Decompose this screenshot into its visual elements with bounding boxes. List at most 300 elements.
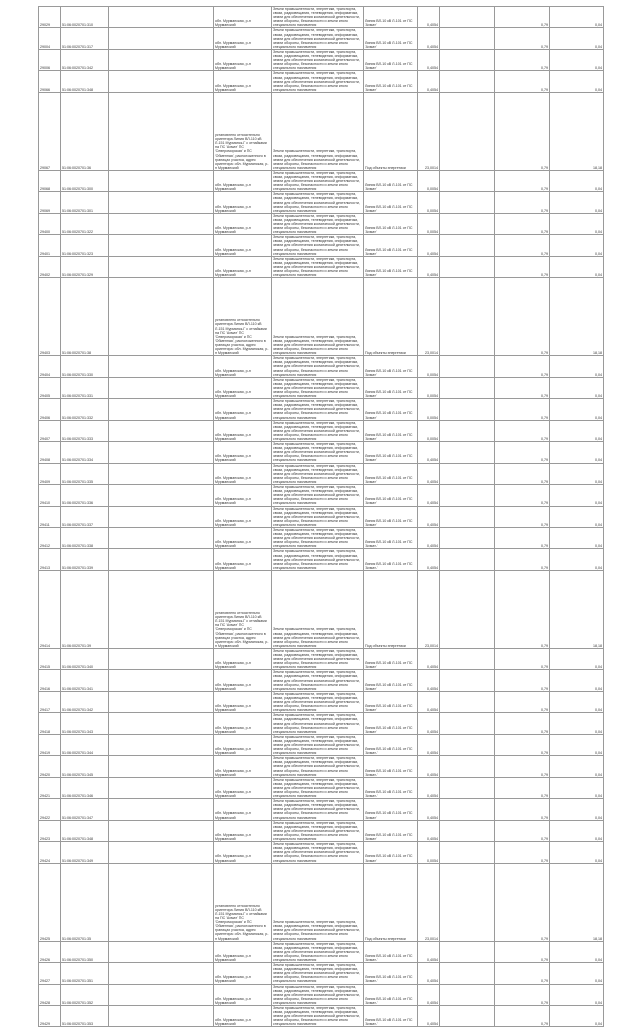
cadastral-number: 51:06:0020701:342 [61, 49, 109, 70]
empty-cell [440, 463, 495, 484]
empty-cell [440, 820, 495, 841]
address-cell: обл. Мурманская, р-н Мурманский [214, 71, 272, 92]
table-row [39, 691, 604, 712]
empty-cell [440, 527, 495, 548]
tax-rate-cell: 0,79 [495, 756, 550, 777]
address-cell: обл. Мурманская, р-н Мурманский [214, 691, 272, 712]
empty-cell [109, 713, 214, 734]
row-number: 29413 [39, 549, 61, 570]
cadastral-number: 51:06:0020701:336 [61, 485, 109, 506]
tax-rate-cell: 0,79 [495, 863, 550, 941]
permitted-use-cell: Линия ВЛ-10 кВ Л-101 от ПС 'Ахмат-' [364, 549, 418, 570]
empty-cell [109, 734, 214, 755]
tax-rate-cell: 0,79 [495, 7, 550, 28]
cadastral-number: 51:06:0020701:317 [61, 28, 109, 49]
land-category-cell: Земли промышленности, энергетики, транспорта, связи, радиовещания, телевидения, информатики, земли для обеспечения космической деятельности, земли обороны, безопасности и земли иного специального назначения [272, 963, 364, 984]
table-row [39, 256, 604, 277]
permitted-use-cell: Под объекты энергетики [364, 278, 418, 356]
empty-cell [440, 984, 495, 1005]
register-rows [39, 7, 604, 1027]
cadastral-number: 51:06:0020701:337 [61, 506, 109, 527]
permitted-use-cell: Линия ВЛ-10 кВ Л-101 от ПС 'Ахмат' [364, 799, 418, 820]
permitted-use-cell: Линия ВЛ-10 кВ Л-101 от ПС 'Ахмат' [364, 670, 418, 691]
area-cell: 0,4054 [418, 71, 440, 92]
cadastral-number: 51:06:0020701:345 [61, 756, 109, 777]
empty-cell [440, 506, 495, 527]
cadastral-number: 51:06:0020701:323 [61, 235, 109, 256]
area-cell: 0,4054 [418, 777, 440, 798]
land-category-cell: Земли промышленности, энергетики, транспорта, связи, радиовещания, телевидения, информатики, земли для обеспечения космической деятельности, земли обороны, безопасности и земли иного специального назначения [272, 463, 364, 484]
row-number: 29401 [39, 235, 61, 256]
cadastral-number: 51:06:0020701:339 [61, 549, 109, 570]
table-row [39, 71, 604, 92]
land-category-cell: Земли промышленности, энергетики, транспорта, связи, радиовещания, телевидения, информатики, земли для обеспечения космической деятельности, земли обороны, безопасности и земли иного специального назначения [272, 734, 364, 755]
empty-cell [109, 670, 214, 691]
tax-amount-cell: 0,04 [550, 963, 604, 984]
empty-cell [440, 691, 495, 712]
empty-cell [440, 648, 495, 669]
empty-cell [109, 777, 214, 798]
cadastral-number: 51:06:0020701:340 [61, 648, 109, 669]
empty-cell [109, 984, 214, 1005]
land-category-cell: Земли промышленности, энергетики, транспорта, связи, радиовещания, телевидения, информатики, земли для обеспечения космической деятельности, земли обороны, безопасности и земли иного специального назначения [272, 777, 364, 798]
area-cell: 0,4054 [418, 1006, 440, 1027]
tax-rate-cell: 0,79 [495, 1006, 550, 1027]
table-row [39, 356, 604, 377]
row-number: 29066 [39, 71, 61, 92]
land-category-cell: Земли промышленности, энергетики, транспорта, связи, радиовещания, телевидения, информатики, земли для обеспечения космической деятельности, земли обороны, безопасности и земли иного специального назначения [272, 842, 364, 863]
cadastral-number: 51:06:0020701:343 [61, 713, 109, 734]
row-number: 29421 [39, 777, 61, 798]
tax-rate-cell: 0,79 [495, 734, 550, 755]
empty-cell [440, 356, 495, 377]
address-cell: обл. Мурманская, р-н Мурманский [214, 7, 272, 28]
row-number: 29420 [39, 756, 61, 777]
tax-amount-cell: 0,04 [550, 842, 604, 863]
address-cell: установлено относительно ориентира Линия ВЛ-110 кВ Л-151 Мурманск-Г с отпайками на ПС 'Ахмат' ПС 'Североморская' и ПС 'Обменная', расположенного в границах участка, адрес ориентира: обл. Мурманская, р-н Мурманский [214, 92, 272, 170]
tax-rate-cell: 0,79 [495, 713, 550, 734]
area-cell: 0,0054 [418, 842, 440, 863]
area-cell: 0,4054 [418, 549, 440, 570]
cadastral-number: 51:06:0020701:348 [61, 71, 109, 92]
empty-cell [109, 1006, 214, 1027]
empty-cell [440, 1006, 495, 1027]
land-category-cell: Земли промышленности, энергетики, транспорта, связи, радиовещания, телевидения, информатики, земли для обеспечения космической деятельности, земли обороны, безопасности и земли иного специального назначения [272, 549, 364, 570]
tax-rate-cell: 0,79 [495, 399, 550, 420]
empty-cell [109, 420, 214, 441]
empty-cell [109, 92, 214, 170]
table-row [39, 842, 604, 863]
address-cell: обл. Мурманская, р-н Мурманский [214, 485, 272, 506]
address-cell: обл. Мурманская, р-н Мурманский [214, 984, 272, 1005]
empty-cell [440, 28, 495, 49]
land-category-cell: Земли промышленности, энергетики, транспорта, связи, радиовещания, телевидения, информатики, земли для обеспечения космической деятельности, земли обороны, безопасности и земли иного специального назначения [272, 984, 364, 1005]
empty-cell [440, 777, 495, 798]
empty-cell [440, 734, 495, 755]
area-cell: 0,4054 [418, 713, 440, 734]
row-number: 29428 [39, 984, 61, 1005]
area-cell: 0,4054 [418, 984, 440, 1005]
tax-amount-cell: 0,04 [550, 213, 604, 234]
cadastral-number: 51:06:0020701:333 [61, 420, 109, 441]
land-category-cell: Земли промышленности, энергетики, транспорта, связи, радиовещания, телевидения, информатики, земли для обеспечения космической деятельности, земли обороны, безопасности и земли иного специального назначения [272, 356, 364, 377]
area-cell: 0,4054 [418, 485, 440, 506]
address-cell: обл. Мурманская, р-н Мурманский [214, 713, 272, 734]
tax-rate-cell: 0,79 [495, 28, 550, 49]
area-cell: 0,0054 [418, 399, 440, 420]
tax-rate-cell: 0,79 [495, 192, 550, 213]
cadastral-number: 51:06:0020701:348 [61, 820, 109, 841]
permitted-use-cell: Линия ВЛ-10 кВ Л-101 от ПС 'Ахмат-' [364, 963, 418, 984]
land-category-cell: Земли промышленности, энергетики, транспорта, связи, радиовещания, телевидения, информатики, земли для обеспечения космической деятельности, земли обороны, безопасности и земли иного специального назначения [272, 170, 364, 191]
permitted-use-cell: Линия ВЛ-10 кВ Л-101 от ПС 'Ахмат' [364, 691, 418, 712]
row-number: 29409 [39, 463, 61, 484]
permitted-use-cell: Линия ВЛ-10 кВ Л-101 от ПС 'Ахмат' [364, 463, 418, 484]
table-row [39, 648, 604, 669]
address-cell: обл. Мурманская, р-н Мурманский [214, 235, 272, 256]
cadastral-number: 51:06:0020701:300 [61, 170, 109, 191]
tax-amount-cell: 0,04 [550, 420, 604, 441]
tax-rate-cell: 0,79 [495, 170, 550, 191]
land-category-cell: Земли промышленности, энергетики, транспорта, связи, радиовещания, телевидения, информатики, земли для обеспечения космической деятельности, земли обороны, безопасности и земли иного специального назначения [272, 756, 364, 777]
area-cell: 0,4054 [418, 941, 440, 962]
row-number: 29417 [39, 691, 61, 712]
tax-amount-cell: 0,04 [550, 648, 604, 669]
address-cell: обл. Мурманская, р-н Мурманский [214, 1006, 272, 1027]
table-row [39, 820, 604, 841]
table-row [39, 92, 604, 170]
address-cell: обл. Мурманская, р-н Мурманский [214, 734, 272, 755]
tax-rate-cell: 0,79 [495, 963, 550, 984]
cadastral-number: 51:06:0020701:322 [61, 213, 109, 234]
row-number: 29403 [39, 278, 61, 356]
area-cell: 0,0054 [418, 213, 440, 234]
table-row [39, 670, 604, 691]
cadastral-number: 51:06:0020701:341 [61, 670, 109, 691]
empty-cell [109, 941, 214, 962]
table-row [39, 485, 604, 506]
table-row [39, 420, 604, 441]
table-row [39, 506, 604, 527]
row-number: 29406 [39, 399, 61, 420]
address-cell: обл. Мурманская, р-н Мурманский [214, 506, 272, 527]
area-cell: 0,0054 [418, 356, 440, 377]
tax-rate-cell: 0,79 [495, 549, 550, 570]
area-cell: 23,0014 [418, 278, 440, 356]
tax-amount-cell: 0,04 [550, 1006, 604, 1027]
tax-rate-cell: 0,79 [495, 984, 550, 1005]
tax-amount-cell: 0,04 [550, 28, 604, 49]
address-cell: обл. Мурманская, р-н Мурманский [214, 799, 272, 820]
empty-cell [109, 213, 214, 234]
row-number: 29407 [39, 420, 61, 441]
area-cell: 0,4054 [418, 256, 440, 277]
land-category-cell: Земли промышленности, энергетики, транспорта, связи, радиовещания, телевидения, информатики, земли для обеспечения космической деятельности, земли обороны, безопасности и земли иного специального назначения [272, 49, 364, 70]
area-cell: 23,0014 [418, 92, 440, 170]
empty-cell [109, 71, 214, 92]
address-cell: обл. Мурманская, р-н Мурманский [214, 941, 272, 962]
empty-cell [109, 356, 214, 377]
tax-amount-cell: 0,04 [550, 777, 604, 798]
tax-rate-cell: 0,79 [495, 71, 550, 92]
address-cell: обл. Мурманская, р-н Мурманский [214, 399, 272, 420]
empty-cell [109, 7, 214, 28]
row-number: 29068 [39, 170, 61, 191]
tax-amount-cell: 0,04 [550, 49, 604, 70]
address-cell: обл. Мурманская, р-н Мурманский [214, 170, 272, 191]
tax-amount-cell: 0,04 [550, 71, 604, 92]
empty-cell [109, 235, 214, 256]
table-row [39, 863, 604, 941]
address-cell: обл. Мурманская, р-н Мурманский [214, 256, 272, 277]
tax-rate-cell: 0,79 [495, 278, 550, 356]
address-cell: установлено относительно ориентира Линия ВЛ-110 кВ Л-151 Мурманск-Г с отпайками на ПС 'Ахмат' ПС 'Североморская' и ПС 'Обменная', расположенного в границах участка, адрес ориентира: обл. Мурманская, р-н Мурманский [214, 863, 272, 941]
land-category-cell: Земли промышленности, энергетики, транспорта, связи, радиовещания, телевидения, информатики, земли для обеспечения космической деятельности, земли обороны, безопасности и земли иного специального назначения [272, 863, 364, 941]
empty-cell [109, 485, 214, 506]
land-category-cell: Земли промышленности, энергетики, транспорта, связи, радиовещания, телевидения, информатики, земли для обеспечения космической деятельности, земли обороны, безопасности и земли иного специального назначения [272, 442, 364, 463]
tax-rate-cell: 0,79 [495, 842, 550, 863]
area-cell: 0,4054 [418, 734, 440, 755]
land-category-cell: Земли промышленности, энергетики, транспорта, связи, радиовещания, телевидения, информатики, земли для обеспечения космической деятельности, земли обороны, безопасности и земли иного специального назначения [272, 691, 364, 712]
tax-rate-cell: 0,79 [495, 235, 550, 256]
address-cell: обл. Мурманская, р-н Мурманский [214, 820, 272, 841]
table-row [39, 213, 604, 234]
land-category-cell: Земли промышленности, энергетики, транспорта, связи, радиовещания, телевидения, информатики, земли для обеспечения космической деятельности, земли обороны, безопасности и земли иного специального назначения [272, 399, 364, 420]
land-tax-register-table [38, 6, 604, 1027]
permitted-use-cell: Линия ВЛ-10 кВ Л-101 от ПС 'Ахмат' [364, 170, 418, 191]
row-number: 29414 [39, 570, 61, 648]
permitted-use-cell: Линия ВЛ-10 кВ Л-101 от ПС 'Ахмат' [364, 213, 418, 234]
tax-rate-cell: 0,79 [495, 377, 550, 398]
cadastral-number: 51:06:0020701:38 [61, 278, 109, 356]
empty-cell [109, 863, 214, 941]
table-row [39, 28, 604, 49]
row-number: 29405 [39, 377, 61, 398]
table-row [39, 799, 604, 820]
permitted-use-cell: Под объекты энергетики [364, 92, 418, 170]
cadastral-number: 51:06:0020701:330 [61, 356, 109, 377]
empty-cell [109, 463, 214, 484]
permitted-use-cell: Линия ВЛ-10 кВ Л-101 от ПС 'Ахмат' [364, 713, 418, 734]
tax-rate-cell: 0,79 [495, 820, 550, 841]
address-cell: обл. Мурманская, р-н Мурманский [214, 463, 272, 484]
row-number: 29429 [39, 1006, 61, 1027]
land-category-cell: Земли промышленности, энергетики, транспорта, связи, радиовещания, телевидения, информатики, земли для обеспечения космической деятельности, земли обороны, безопасности и земли иного специального назначения [272, 570, 364, 648]
empty-cell [440, 442, 495, 463]
empty-cell [109, 648, 214, 669]
cadastral-number: 51:06:0020701:301 [61, 192, 109, 213]
empty-cell [440, 799, 495, 820]
permitted-use-cell: Линия ВЛ-10 кВ Л-101 от ПС 'Ахмат' [364, 7, 418, 28]
permitted-use-cell: Линия ВЛ-10 кВ Л-101 от ПС 'Ахмат-' [364, 734, 418, 755]
table-row [39, 442, 604, 463]
land-category-cell: Земли промышленности, энергетики, транспорта, связи, радиовещания, телевидения, информатики, земли для обеспечения космической деятельности, земли обороны, безопасности и земли иного специального назначения [272, 799, 364, 820]
land-category-cell: Земли промышленности, энергетики, транспорта, связи, радиовещания, телевидения, информатики, земли для обеспечения космической деятельности, земли обороны, безопасности и земли иного специального назначения [272, 420, 364, 441]
land-category-cell: Земли промышленности, энергетики, транспорта, связи, радиовещания, телевидения, информатики, земли для обеспечения космической деятельности, земли обороны, безопасности и земли иного специального назначения [272, 7, 364, 28]
row-number: 29422 [39, 799, 61, 820]
cadastral-number: 51:06:0020701:39 [61, 570, 109, 648]
area-cell: 0,4054 [418, 506, 440, 527]
cadastral-number: 51:06:0020701:35 [61, 863, 109, 941]
cadastral-number: 51:06:0020701:350 [61, 941, 109, 962]
area-cell: 0,4054 [418, 648, 440, 669]
address-cell: обл. Мурманская, р-н Мурманский [214, 377, 272, 398]
table-row [39, 170, 604, 191]
cadastral-number: 51:06:0020701:349 [61, 842, 109, 863]
empty-cell [109, 756, 214, 777]
permitted-use-cell: Линия ВЛ-10 кВ Л-101 от ПС 'Ахмат' [364, 648, 418, 669]
empty-cell [109, 278, 214, 356]
tax-rate-cell: 0,79 [495, 570, 550, 648]
tax-rate-cell: 0,79 [495, 463, 550, 484]
tax-rate-cell: 0,79 [495, 777, 550, 798]
empty-cell [440, 92, 495, 170]
tax-rate-cell: 0,79 [495, 420, 550, 441]
table-row [39, 1006, 604, 1027]
cadastral-number: 51:06:0020701:332 [61, 399, 109, 420]
permitted-use-cell: Линия ВЛ-10 кВ Л-101 от ПС 'Ахмат' [364, 442, 418, 463]
row-number: 29412 [39, 527, 61, 548]
empty-cell [109, 28, 214, 49]
area-cell: 0,4054 [418, 670, 440, 691]
tax-amount-cell: 0,04 [550, 485, 604, 506]
empty-cell [440, 213, 495, 234]
land-category-cell: Земли промышленности, энергетики, транспорта, связи, радиовещания, телевидения, информатики, земли для обеспечения космической деятельности, земли обороны, безопасности и земли иного специального назначения [272, 506, 364, 527]
empty-cell [440, 49, 495, 70]
empty-cell [109, 49, 214, 70]
area-cell: 0,4054 [418, 820, 440, 841]
empty-cell [440, 192, 495, 213]
address-cell: установлено относительно ориентира Линия ВЛ-110 кВ Л-151 Мурманск-Г с отпайками на ПС 'Ахмат' ПС 'Североморская' и ПС 'Обменная', расположенного в границах участка, адрес ориентира: обл. Мурманская, р-н Мурманский [214, 570, 272, 648]
address-cell: установлено относительно ориентира Линия ВЛ-110 кВ Л-151 Мурманск-Г с отпайками на ПС 'Ахмат' ПС 'Североморская' и ПС 'Обменная', расположенного в границах участка, адрес ориентира: обл. Мурманская, р-н Мурманский [214, 278, 272, 356]
area-cell: 0,4054 [418, 756, 440, 777]
tax-amount-cell: 18,18 [550, 863, 604, 941]
permitted-use-cell: Линия ВЛ-10 кВ Л-101 от ПС 'Ахмат-' [364, 527, 418, 548]
row-number: 29069 [39, 192, 61, 213]
area-cell: 0,4054 [418, 527, 440, 548]
permitted-use-cell: Линия ВЛ-10 кВ Л-101 от ПС 'Ахмат' [364, 49, 418, 70]
row-number: 29419 [39, 734, 61, 755]
permitted-use-cell: Линия ВЛ-10 кВ Л-101 от ПС 'Ахмат' [364, 420, 418, 441]
tax-amount-cell: 0,04 [550, 170, 604, 191]
cadastral-number: 51:06:0020701:36 [61, 92, 109, 170]
permitted-use-cell: Линия ВЛ-10 кВ Л-101 от ПС 'Ахмат-' [364, 984, 418, 1005]
tax-amount-cell: 18,18 [550, 570, 604, 648]
permitted-use-cell: Линия ВЛ-10 кВ Л-101 от ПС 'Ахмат' [364, 356, 418, 377]
address-cell: обл. Мурманская, р-н Мурманский [214, 356, 272, 377]
area-cell: 0,0054 [418, 170, 440, 191]
tax-amount-cell: 0,04 [550, 235, 604, 256]
cadastral-number: 51:06:0020701:344 [61, 734, 109, 755]
land-category-cell: Земли промышленности, энергетики, транспорта, связи, радиовещания, телевидения, информатики, земли для обеспечения космической деятельности, земли обороны, безопасности и земли иного специального назначения [272, 820, 364, 841]
tax-amount-cell: 18,18 [550, 278, 604, 356]
table-row [39, 734, 604, 755]
empty-cell [109, 506, 214, 527]
land-category-cell: Земли промышленности, энергетики, транспорта, связи, радиовещания, телевидения, информатики, земли для обеспечения космической деятельности, земли обороны, безопасности и земли иного специального назначения [272, 278, 364, 356]
land-category-cell: Земли промышленности, энергетики, транспорта, связи, радиовещания, телевидения, информатики, земли для обеспечения космической деятельности, земли обороны, безопасности и земли иного специального назначения [272, 235, 364, 256]
empty-cell [440, 256, 495, 277]
table-row [39, 570, 604, 648]
empty-cell [109, 799, 214, 820]
row-number: 29426 [39, 941, 61, 962]
permitted-use-cell: Линия ВЛ-10 кВ Л-101 от ПС 'Ахмат' [364, 485, 418, 506]
permitted-use-cell: Линия ВЛ-10 кВ Л-101 от ПС 'Ахмат' [364, 71, 418, 92]
row-number: 29423 [39, 820, 61, 841]
tax-rate-cell: 0,79 [495, 648, 550, 669]
area-cell: 0,4054 [418, 463, 440, 484]
land-category-cell: Земли промышленности, энергетики, транспорта, связи, радиовещания, телевидения, информатики, земли для обеспечения космической деятельности, земли обороны, безопасности и земли иного специального назначения [272, 527, 364, 548]
table-row [39, 235, 604, 256]
tax-amount-cell: 0,04 [550, 984, 604, 1005]
tax-amount-cell: 0,04 [550, 713, 604, 734]
row-number: 29410 [39, 485, 61, 506]
empty-cell [440, 71, 495, 92]
empty-cell [109, 691, 214, 712]
tax-amount-cell: 0,04 [550, 256, 604, 277]
tax-amount-cell: 0,04 [550, 820, 604, 841]
table-row [39, 963, 604, 984]
table-row [39, 713, 604, 734]
land-category-cell: Земли промышленности, энергетики, транспорта, связи, радиовещания, телевидения, информатики, земли для обеспечения космической деятельности, земли обороны, безопасности и земли иного специального назначения [272, 92, 364, 170]
tax-rate-cell: 0,79 [495, 485, 550, 506]
area-cell: 23,0014 [418, 570, 440, 648]
cadastral-number: 51:06:0020701:338 [61, 527, 109, 548]
row-number: 29415 [39, 648, 61, 669]
land-category-cell: Земли промышленности, энергетики, транспорта, связи, радиовещания, телевидения, информатики, земли для обеспечения космической деятельности, земли обороны, безопасности и земли иного специального назначения [272, 192, 364, 213]
empty-cell [440, 377, 495, 398]
permitted-use-cell: Линия ВЛ-10 кВ Л-101 от ПС 'Ахмат-' [364, 756, 418, 777]
tax-rate-cell: 0,79 [495, 506, 550, 527]
land-category-cell: Земли промышленности, энергетики, транспорта, связи, радиовещания, телевидения, информатики, земли для обеспечения космической деятельности, земли обороны, безопасности и земли иного специального назначения [272, 256, 364, 277]
empty-cell [440, 170, 495, 191]
tax-rate-cell: 0,79 [495, 356, 550, 377]
cadastral-number: 51:06:0020701:335 [61, 463, 109, 484]
empty-cell [440, 278, 495, 356]
tax-rate-cell: 0,79 [495, 799, 550, 820]
land-category-cell: Земли промышленности, энергетики, транспорта, связи, радиовещания, телевидения, информатики, земли для обеспечения космической деятельности, земли обороны, безопасности и земли иного специального назначения [272, 941, 364, 962]
area-cell: 0,0054 [418, 420, 440, 441]
land-category-cell: Земли промышленности, энергетики, транспорта, связи, радиовещания, телевидения, информатики, земли для обеспечения космической деятельности, земли обороны, безопасности и земли иного специального назначения [272, 485, 364, 506]
row-number: 29404 [39, 356, 61, 377]
tax-amount-cell: 0,04 [550, 549, 604, 570]
tax-amount-cell: 0,04 [550, 799, 604, 820]
empty-cell [440, 670, 495, 691]
area-cell: 0,4054 [418, 691, 440, 712]
land-category-cell: Земли промышленности, энергетики, транспорта, связи, радиовещания, телевидения, информатики, земли для обеспечения космической деятельности, земли обороны, безопасности и земли иного специального назначения [272, 648, 364, 669]
permitted-use-cell: Линия ВЛ-10 кВ Л-101 от ПС 'Ахмат' [364, 842, 418, 863]
row-number: 29427 [39, 963, 61, 984]
address-cell: обл. Мурманская, р-н Мурманский [214, 648, 272, 669]
address-cell: обл. Мурманская, р-н Мурманский [214, 549, 272, 570]
empty-cell [440, 863, 495, 941]
land-category-cell: Земли промышленности, энергетики, транспорта, связи, радиовещания, телевидения, информатики, земли для обеспечения космической деятельности, земли обороны, безопасности и земли иного специального назначения [272, 377, 364, 398]
address-cell: обл. Мурманская, р-н Мурманский [214, 756, 272, 777]
empty-cell [440, 485, 495, 506]
cadastral-number: 51:06:0020701:346 [61, 777, 109, 798]
tax-rate-cell: 0,79 [495, 691, 550, 712]
cadastral-number: 51:06:0020701:352 [61, 984, 109, 1005]
area-cell: 0,4054 [418, 963, 440, 984]
table-row [39, 192, 604, 213]
address-cell: обл. Мурманская, р-н Мурманский [214, 527, 272, 548]
row-number: 29408 [39, 442, 61, 463]
tax-amount-cell: 0,04 [550, 506, 604, 527]
tax-amount-cell: 0,04 [550, 442, 604, 463]
row-number: 29400 [39, 213, 61, 234]
cadastral-number: 51:06:0020701:331 [61, 377, 109, 398]
land-category-cell: Земли промышленности, энергетики, транспорта, связи, радиовещания, телевидения, информатики, земли для обеспечения космической деятельности, земли обороны, безопасности и земли иного специального назначения [272, 71, 364, 92]
empty-cell [109, 170, 214, 191]
